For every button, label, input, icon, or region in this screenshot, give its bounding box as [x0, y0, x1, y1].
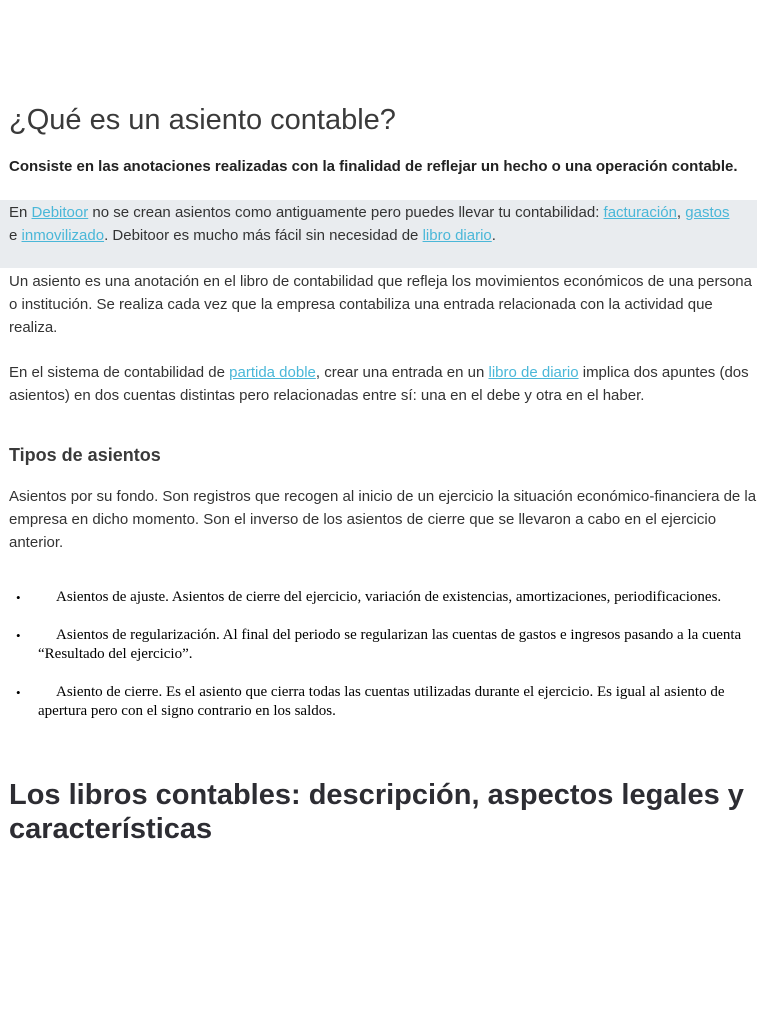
- highlight-text-part: En: [9, 204, 32, 221]
- bullet-icon: •: [16, 628, 21, 643]
- asientos-list: [9, 588, 749, 740]
- paragraph-text-part: En el sistema de contabilidad de: [9, 364, 230, 381]
- link-partida-doble[interactable]: partida doble: [229, 364, 316, 381]
- page-title: ¿Qué es un asiento contable?: [9, 104, 396, 136]
- highlight-text: [9, 201, 739, 247]
- link-debitoor[interactable]: Debitoor: [31, 204, 89, 221]
- link-gastos[interactable]: gastos: [685, 204, 730, 221]
- list-item-text: Asiento de cierre. Es el asiento que cierra todas las cuentas utilizadas durante el ejercicio. Es igual al asiento de apertura pero con el signo contrario en los saldos.: [38, 684, 725, 719]
- list-item: [9, 626, 749, 664]
- paragraph-text-part: , crear una entrada en un: [315, 364, 489, 381]
- list-item: [9, 683, 749, 721]
- list-item-text: Asientos de regularización. Al final del periodo se regularizan las cuentas de gastos e ingresos pasando a la cuenta “Resultado del ejercicio”.: [38, 627, 742, 662]
- link-inmovilizado[interactable]: inmovilizado: [21, 227, 105, 244]
- bullet-icon: •: [16, 590, 21, 605]
- subtitle-tipos-asientos: Tipos de asientos: [9, 445, 161, 465]
- paragraph-asientos-fondo: Asientos por su fondo. Son registros que recogen al inicio de un ejercicio la situación económico-financiera de la empresa en dicho momento. Son el inverso de los asientos de cierre que se llevaron a cabo en el ejercicio anterior.: [9, 488, 757, 551]
- list-item-text: Asientos de ajuste. Asientos de cierre del ejercicio, variación de existencias, amortizaciones, periodificaciones.: [56, 589, 722, 605]
- highlight-text-part: e: [9, 227, 22, 244]
- section-title-libros-contables: Los libros contables: descripción, aspectos legales y características: [9, 779, 744, 845]
- link-libro-de-diario[interactable]: libro de diario: [488, 364, 579, 381]
- list-item: [9, 588, 749, 607]
- bullet-icon: •: [16, 685, 21, 700]
- link-facturacion[interactable]: facturación: [603, 204, 677, 221]
- intro-bold-text: Consiste en las anotaciones realizadas con la finalidad de reflejar un hecho o una operación contable.: [9, 158, 738, 175]
- highlight-text-part: . Debitoor es mucho más fácil sin necesidad de: [104, 227, 423, 244]
- highlight-text-part: no se crean asientos como antiguamente pero puedes llevar tu contabilidad:: [88, 204, 604, 221]
- highlight-text-part: ,: [676, 204, 686, 221]
- paragraph-definition: Un asiento es una anotación en el libro de contabilidad que refleja los movimientos económicos de una persona o institución. Se realiza cada vez que la empresa contabiliza una entrada relacionada con la actividad que realiza.: [9, 273, 752, 336]
- link-libro-diario[interactable]: libro diario: [422, 227, 492, 244]
- highlight-text-part: .: [491, 227, 496, 244]
- paragraph-partida-doble: [9, 361, 759, 407]
- paragraph-text-part: implica dos apuntes (dos asientos) en dos cuentas distintas pero relacionadas entre sí: una en el debe y otra en el haber.: [9, 364, 749, 404]
